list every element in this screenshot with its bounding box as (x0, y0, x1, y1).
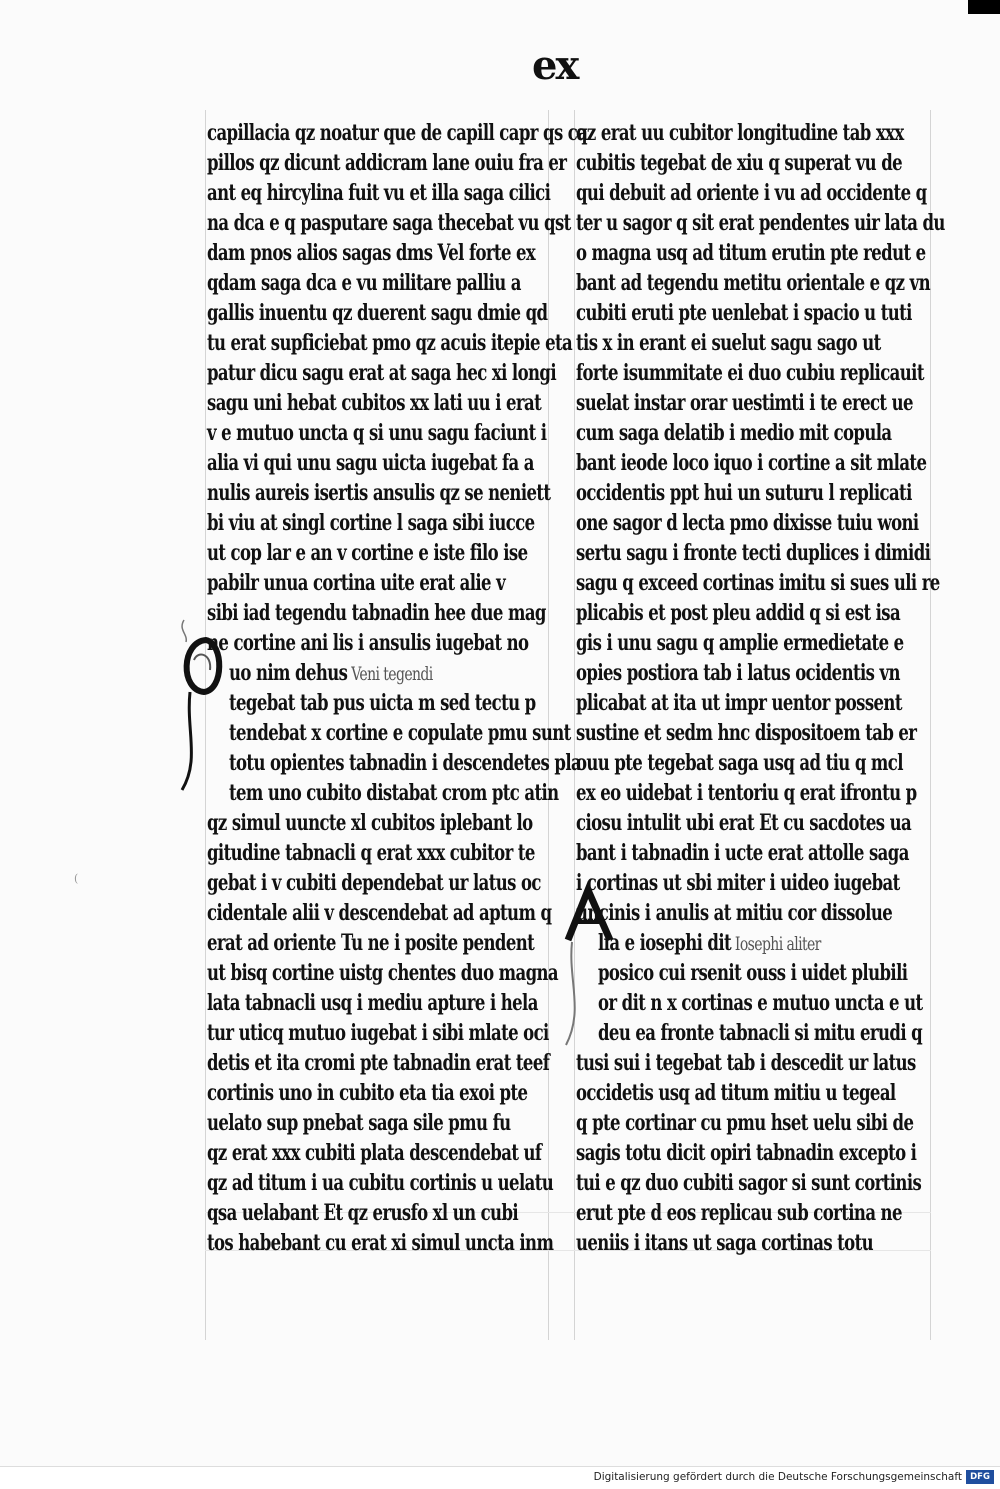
text-line-content: cidentale alii v descendebat ad aptum q (207, 899, 552, 926)
text-line-content: ciosu intulit ubi erat Et cu sacdotes ua (576, 809, 912, 836)
text-line-content: bi viu at singl cortine l saga sibi iucce (207, 509, 535, 536)
text-line-content: tu erat supficiebat pmo qz acuis itepie eta (207, 329, 573, 356)
text-line-content: i cortinas ut sbi miter i uideo iugebat (576, 869, 900, 896)
text-line-content: qui debuit ad oriente i vu ad occidente q (576, 179, 927, 206)
text-column-left (207, 118, 588, 1258)
dfg-logo: DFG (966, 1470, 994, 1484)
text-line-content: totu opientes tabnadin i descendetes pla (229, 749, 582, 776)
text-line-content: nulis aureis isertis ansulis qz se neniett (207, 479, 551, 506)
text-line-content: ex eo uidebat i tentoriu q erat ifrontu p (576, 779, 917, 806)
text-line-content: tusi sui i tegebat tab i descedit ur latus (576, 1049, 916, 1076)
text-line-content: gitudine tabnacli q erat xxx cubitor te (207, 839, 535, 866)
text-line-content: occidetis usq ad titum mitiu u tegeal (576, 1079, 896, 1106)
marginal-gloss: Veni tegendi (347, 663, 433, 686)
folio-number: ex (532, 42, 578, 89)
page-edge-shadow (968, 0, 1000, 14)
text-line-content: uncinis i anulis at mitiu cor dissolue (576, 899, 893, 926)
ruling-line (574, 110, 575, 1340)
text-line-content: or dit n x cortinas e mutuo uncta e ut (598, 989, 923, 1016)
text-line-content: gallis inuentu qz duerent sagu dmie qd (207, 299, 548, 326)
text-line (576, 1223, 928, 1264)
text-line-content: lata tabnacli usq i mediu apture i hela (207, 989, 538, 1016)
text-line-content: suelat instar orar uestimti i te erect ue (576, 389, 913, 416)
text-line-content: forte isummitate ei duo cubiu replicauit (576, 359, 924, 386)
text-line-content: tur uticq mutuo iugebat i sibi mlate oci (207, 1019, 549, 1046)
text-line-content: qz erat uu cubitor longitudine tab xxx (576, 119, 904, 146)
text-line-content: pabilr unua cortina uite erat alie v (207, 569, 506, 596)
text-line-content: cortinis uno in cubito eta tia exoi pte (207, 1079, 528, 1106)
text-line-content: tui e qz duo cubiti sagor si sunt cortinis (576, 1169, 922, 1196)
text-line-content: detis et ita cromi pte tabnadin erat teef (207, 1049, 550, 1076)
marginal-gloss: Iosephi aliter (731, 933, 821, 956)
text-line-content: ne cortine ani lis i ansulis iugebat no (207, 629, 529, 656)
text-line-content: ouu pte tegebat saga usq ad tiu q mcl (576, 749, 903, 776)
text-line-content: bant ad tegendu metitu orientale e qz vn (576, 269, 930, 296)
text-line-content: tos habebant cu erat xi simul uncta inm (207, 1229, 554, 1256)
text-line-content: pillos qz dicunt addicram lane ouiu fra er (207, 149, 567, 176)
text-line-content: o magna usq ad titum erutin pte redut e (576, 239, 926, 266)
text-line-content: sertu sagu i fronte tecti duplices i dimidi (576, 539, 931, 566)
text-line-content: patur dicu sagu erat at saga hec xi longi (207, 359, 557, 386)
text-line-content: tegebat tab pus uicta m sed tectu p (229, 689, 536, 716)
text-line-content: uo nim dehus (229, 659, 348, 686)
text-line-content: tendebat x cortine e copulate pmu sunt (229, 719, 571, 746)
text-line-content: opies postiora tab i latus ocidentis vn (576, 659, 900, 686)
margin-mark: ( (74, 872, 79, 885)
text-line-content: qz erat xxx cubiti plata descendebat uf (207, 1139, 542, 1166)
text-line-content: qsa uelabant Et qz erusfo xl un cubi (207, 1199, 519, 1226)
text-line-content: cubitis tegebat de xiu q superat vu de (576, 149, 903, 176)
text-line-content: dam pnos alios sagas dms Vel forte ex (207, 239, 536, 266)
text-line-content: ut bisq cortine uistg chentes duo magna (207, 959, 559, 986)
text-line-content: tis x in erant ei suelut sagu sago ut (576, 329, 881, 356)
text-line-content: plicabis et post pleu addid q si est isa (576, 599, 901, 626)
text-line-content: cubiti eruti pte uenlebat i spacio u tuti (576, 299, 912, 326)
text-line-content: deu ea fronte tabnacli si mitu erudi q (598, 1019, 923, 1046)
text-line-content: ter u sagor q sit erat pendentes uir lata du (576, 209, 945, 236)
text-line-content: qz simul uuncte xl cubitos iplebant lo (207, 809, 533, 836)
text-line-content: qz ad titum i ua cubitu cortinis u uelatu (207, 1169, 554, 1196)
text-line-content: sibi iad tegendu tabnadin hee due mag (207, 599, 546, 626)
text-line-content: gebat i v cubiti dependebat ur latus oc (207, 869, 541, 896)
text-line-content: uelato sup pnebat saga sile pmu fu (207, 1109, 511, 1136)
text-line-content: sagu q exceed cortinas imitu si sues uli re (576, 569, 940, 596)
text-line-content: ut cop lar e an v cortine e iste filo ise (207, 539, 528, 566)
text-line-content: bant i tabnadin i ucte erat attolle saga (576, 839, 909, 866)
text-line-content: plicabat at ita ut impr uentor possent (576, 689, 902, 716)
text-line-content: erat ad oriente Tu ne i posite pendent (207, 929, 535, 956)
text-line-content: capillacia qz noatur que de capill capr qs ca (207, 119, 588, 146)
text-line (207, 1223, 554, 1264)
text-line-content: q pte cortinar cu pmu hset uelu sibi de (576, 1109, 914, 1136)
text-line-content: sagis totu dicit opiri tabnadin excepto i (576, 1139, 917, 1166)
text-line-content: alia vi qui unu sagu uicta iugebat fa a (207, 449, 534, 476)
ruling-line (930, 110, 931, 1340)
text-line-content: posico cui rsenit ouss i uidet plubili (598, 959, 908, 986)
text-line-content: na dca e q pasputare saga thecebat vu qst (207, 209, 571, 236)
text-line-content: tem uno cubito distabat crom ptc atin (229, 779, 559, 806)
funding-credit: Digitalisierung gefördert durch die Deutsche Forschungsgemeinschaft (593, 1471, 962, 1483)
text-line-content: v e mutuo uncta q si unu sagu faciunt i (207, 419, 547, 446)
text-line-content: gis i unu sagu q amplie ermedietate e (576, 629, 904, 656)
text-column-right (576, 118, 945, 1258)
text-line-content: qdam saga dca e vu militare palliu a (207, 269, 521, 296)
text-line-content: cum saga delatib i medio mit copula (576, 419, 892, 446)
footer-bar (0, 1466, 1000, 1489)
text-line-content: erut pte d eos replicau sub cortina ne (576, 1199, 902, 1226)
text-line-content: lia e iosephi dit (598, 929, 732, 956)
text-line-content: one sagor d lecta pmo dixisse tuiu woni (576, 509, 919, 536)
text-line-content: bant ieode loco iquo i cortine a sit mlate (576, 449, 927, 476)
text-line-content: sagu uni hebat cubitos xx lati uu i erat (207, 389, 542, 416)
text-line-content: occidentis ppt hui un suturu l replicati (576, 479, 912, 506)
text-line-content: sustine et sedm hnc dispositoem tab er (576, 719, 917, 746)
text-line-content: ueniis i itans ut saga cortinas totu (576, 1229, 874, 1256)
text-line-content: ant eq hircylina fuit vu et illa saga cilici (207, 179, 551, 206)
